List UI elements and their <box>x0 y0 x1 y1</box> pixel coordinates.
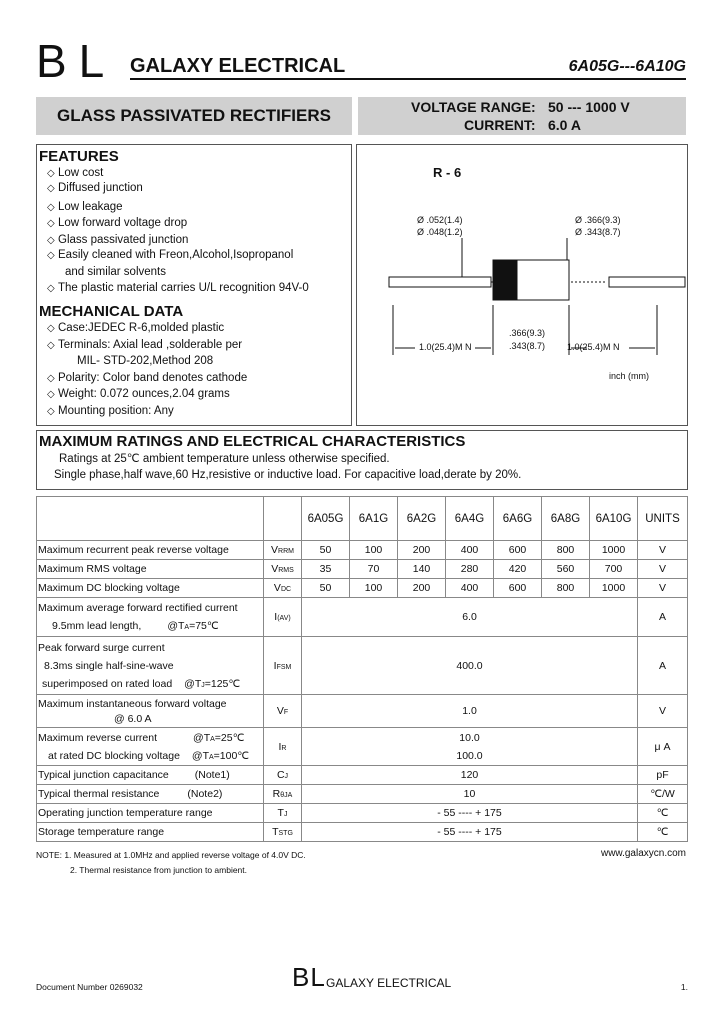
diamond-icon: ◇ <box>47 183 55 194</box>
footer-brand: GALAXY ELECTRICAL <box>326 976 452 990</box>
ratings-heading: MAXIMUM RATINGS AND ELECTRICAL CHARACTERISTICS <box>39 433 466 450</box>
voltage-value: 50 --- 1000 V <box>548 99 630 115</box>
param-desc: Typical thermal resistance (Note2) <box>37 785 264 804</box>
value-cell: 35 <box>302 560 350 579</box>
note-1: NOTE: 1. Measured at 1.0MHz and applied reverse voltage of 4.0V DC. <box>36 850 306 860</box>
features-heading: FEATURES <box>39 148 119 165</box>
value-cell: 10 <box>302 785 638 804</box>
feature-item: ◇ Easily cleaned with Freon,Alcohol,Isopropanol <box>47 249 294 261</box>
param-symbol: TJ <box>264 804 302 823</box>
value-cell: 100 <box>350 579 398 598</box>
package-diagram-panel <box>356 144 688 426</box>
value-cell: 10.0 100.0 <box>302 728 638 766</box>
dimension-units: inch (mm) <box>609 371 649 381</box>
unit-cell: ℃ <box>638 804 688 823</box>
feature-item: ◇ Low leakage <box>47 201 123 213</box>
unit-cell: V <box>638 541 688 560</box>
right-lead-length: 1.0(25.4)M N <box>567 342 620 352</box>
voltage-current-box <box>358 97 686 135</box>
column-header: 6A4G <box>446 497 494 541</box>
param-symbol: I(AV) <box>264 598 302 637</box>
mechanical-item: ◇ Case:JEDEC R-6,molded plastic <box>47 322 225 334</box>
unit-cell: V <box>638 560 688 579</box>
page-number: 1. <box>680 982 688 992</box>
table-row <box>37 804 688 823</box>
table-row <box>37 637 688 695</box>
column-header: 6A05G <box>302 497 350 541</box>
param-symbol: VRRM <box>264 541 302 560</box>
lead-diameter-min: Ø .048(1.2) <box>417 227 463 237</box>
ratings-table <box>36 496 688 842</box>
website-link[interactable]: www.galaxycn.com <box>600 848 686 859</box>
value-cell: 700 <box>590 560 638 579</box>
column-header: 6A2G <box>398 497 446 541</box>
unit-cell: pF <box>638 766 688 785</box>
value-cell: 6.0 <box>302 598 638 637</box>
param-desc: Maximum recurrent peak reverse voltage <box>37 541 264 560</box>
package-outline-diagram <box>357 145 687 425</box>
table-row <box>37 598 688 637</box>
column-header: 6A10G <box>590 497 638 541</box>
feature-item: and similar solvents <box>65 266 166 278</box>
table-row <box>37 823 688 842</box>
feature-item: ◇ Low cost <box>47 167 104 179</box>
column-header: 6A8G <box>542 497 590 541</box>
value-cell: 100 <box>350 541 398 560</box>
document-number: Document Number 0269032 <box>36 982 143 992</box>
table-row <box>37 579 688 598</box>
diamond-icon: ◇ <box>47 323 55 334</box>
diamond-icon: ◇ <box>47 283 55 294</box>
note-2: 2. Thermal resistance from junction to ambient. <box>70 865 248 875</box>
value-cell: - 55 ---- + 175 <box>302 804 638 823</box>
feature-item: ◇ The plastic material carries U/L recognition 94V-0 <box>47 282 309 294</box>
right-lead <box>609 277 685 287</box>
param-symbol: VF <box>264 695 302 728</box>
body-diameter-min: Ø .343(8.7) <box>575 227 621 237</box>
footer-logo: BL <box>292 962 326 992</box>
param-desc: Peak forward surge current 8.3ms single half-sine-wave superimposed on rated load @TJ=125℃ <box>37 637 264 695</box>
lead-diameter-max: Ø .052(1.4) <box>417 215 463 225</box>
features-panel <box>36 144 352 426</box>
mechanical-item: ◇ Polarity: Color band denotes cathode <box>47 372 248 384</box>
current-label: CURRENT: <box>464 117 536 133</box>
value-cell: 50 <box>302 579 350 598</box>
value-cell: - 55 ---- + 175 <box>302 823 638 842</box>
value-cell: 420 <box>494 560 542 579</box>
value-cell: 400 <box>446 579 494 598</box>
ratings-note-1: Ratings at 25℃ ambient temperature unless otherwise specified. <box>59 453 390 465</box>
param-desc: Typical junction capacitance (Note1) <box>37 766 264 785</box>
table-row <box>37 785 688 804</box>
value-cell: 280 <box>446 560 494 579</box>
param-symbol: VDC <box>264 579 302 598</box>
param-symbol: CJ <box>264 766 302 785</box>
table-row <box>37 695 688 728</box>
ratings-panel <box>36 430 688 490</box>
unit-cell: ℃ <box>638 823 688 842</box>
value-cell: 1000 <box>590 579 638 598</box>
page-title: GLASS PASSIVATED RECTIFIERS <box>36 97 352 135</box>
feature-item: ◇ Glass passivated junction <box>47 234 189 246</box>
value-cell: 1.0 <box>302 695 638 728</box>
unit-cell: V <box>638 579 688 598</box>
left-lead-length: 1.0(25.4)M N <box>419 342 472 352</box>
param-symbol: VRMS <box>264 560 302 579</box>
current-value: 6.0 A <box>548 117 581 133</box>
value-cell: 800 <box>542 541 590 560</box>
table-row <box>37 728 688 766</box>
diamond-icon: ◇ <box>47 389 55 400</box>
value-cell: 200 <box>398 541 446 560</box>
param-desc: Storage temperature range <box>37 823 264 842</box>
table-header-row <box>37 497 688 541</box>
value-cell: 560 <box>542 560 590 579</box>
table-corner <box>264 497 302 541</box>
param-desc: Maximum reverse current @TA=25℃ at rated DC blocking voltage @TA=100℃ <box>37 728 264 766</box>
unit-cell: V <box>638 695 688 728</box>
mechanical-item: ◇ Weight: 0.072 ounces,2.04 grams <box>47 388 230 400</box>
table-row <box>37 766 688 785</box>
mechanical-item: MIL- STD-202,Method 208 <box>77 355 214 367</box>
value-cell: 200 <box>398 579 446 598</box>
diamond-icon: ◇ <box>47 406 55 417</box>
voltage-label: VOLTAGE RANGE: <box>411 99 536 115</box>
value-cell: 400 <box>446 541 494 560</box>
feature-item: ◇ Low forward voltage drop <box>47 217 188 229</box>
part-range: 6A05G---6A10G <box>568 58 686 75</box>
value-cell: 1000 <box>590 541 638 560</box>
diamond-icon: ◇ <box>47 250 55 261</box>
ratings-note-2: Single phase,half wave,60 Hz,resistive or inductive load. For capacitive load,derate by 20%. <box>54 469 522 481</box>
unit-cell: μ A <box>638 728 688 766</box>
table-corner <box>37 497 264 541</box>
param-desc: Maximum instantaneous forward voltage @ 6.0 A <box>37 695 264 728</box>
value-cell: 600 <box>494 579 542 598</box>
param-symbol: TSTG <box>264 823 302 842</box>
feature-item: ◇ Diffused junction <box>47 182 143 194</box>
diamond-icon: ◇ <box>47 340 55 351</box>
bl-logo: BL <box>36 35 117 87</box>
value-cell: 800 <box>542 579 590 598</box>
header-rule <box>130 78 686 80</box>
value-cell: 120 <box>302 766 638 785</box>
param-desc: Operating junction temperature range <box>37 804 264 823</box>
diamond-icon: ◇ <box>47 202 55 213</box>
param-desc: Maximum RMS voltage <box>37 560 264 579</box>
left-lead <box>389 277 491 287</box>
mechanical-item: ◇ Mounting position: Any <box>47 405 174 417</box>
value-cell: 600 <box>494 541 542 560</box>
unit-cell: ℃/W <box>638 785 688 804</box>
value-cell: 400.0 <box>302 637 638 695</box>
body-length-max: .366(9.3) <box>509 328 546 338</box>
cathode-band <box>493 260 517 300</box>
value-cell: 50 <box>302 541 350 560</box>
diamond-icon: ◇ <box>47 235 55 246</box>
param-symbol: IFSM <box>264 637 302 695</box>
param-symbol: RθJA <box>264 785 302 804</box>
unit-cell: A <box>638 637 688 695</box>
table-row <box>37 541 688 560</box>
mechanical-heading: MECHANICAL DATA <box>39 303 184 320</box>
value-cell: 70 <box>350 560 398 579</box>
param-symbol: IR <box>264 728 302 766</box>
mechanical-item: ◇ Terminals: Axial lead ,solderable per <box>47 339 243 351</box>
column-header: 6A6G <box>494 497 542 541</box>
unit-cell: A <box>638 598 688 637</box>
diamond-icon: ◇ <box>47 218 55 229</box>
brand-name: GALAXY ELECTRICAL <box>130 55 346 77</box>
column-header: UNITS <box>638 497 688 541</box>
column-header: 6A1G <box>350 497 398 541</box>
param-desc: Maximum average forward rectified current 9.5mm lead length, @TA=75℃ <box>37 598 264 637</box>
diamond-icon: ◇ <box>47 373 55 384</box>
diamond-icon: ◇ <box>47 168 55 179</box>
param-desc: Maximum DC blocking voltage <box>37 579 264 598</box>
package-name: R - 6 <box>433 165 462 180</box>
body-diameter-max: Ø .366(9.3) <box>575 215 621 225</box>
body-length-min: .343(8.7) <box>509 341 546 351</box>
table-row <box>37 560 688 579</box>
value-cell: 140 <box>398 560 446 579</box>
